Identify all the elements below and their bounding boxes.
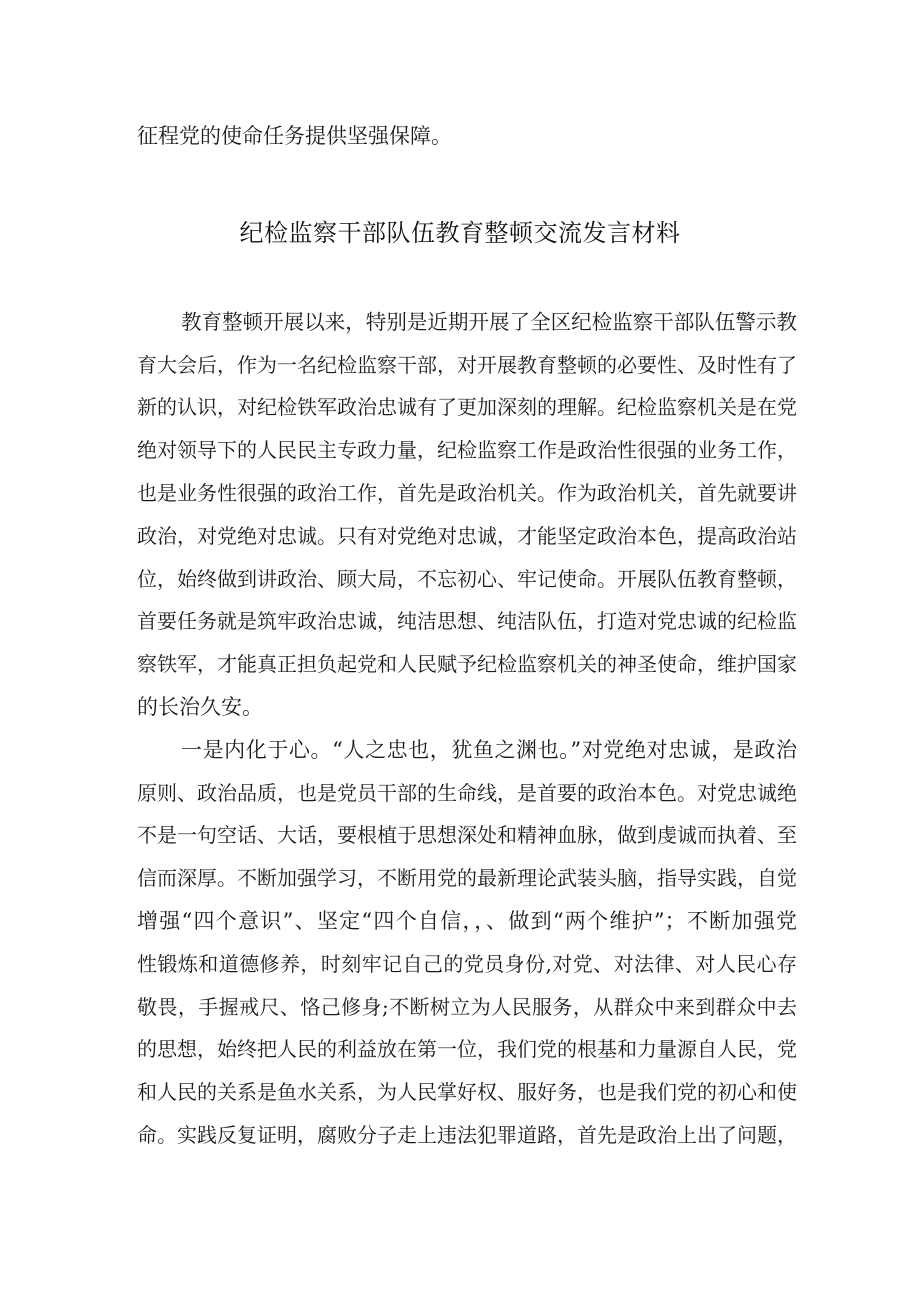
document-title: 纪检监察干部队伍教育整顿交流发言材料	[239, 219, 681, 247]
paragraph-line: 的长治久安。	[137, 695, 263, 719]
paragraph-line: 和人民的关系是鱼水关系，为人民掌好权、服好务，也是我们党的初心和使	[137, 1080, 797, 1104]
paragraph-line: 政治，对党绝对忠诚。只有对党绝对忠诚，才能坚定政治本色，提高政治站	[137, 524, 797, 548]
paragraph-line: 首要任务就是筑牢政治忠诚，纯洁思想、纯洁队伍，打造对党忠诚的纪检监	[137, 609, 797, 633]
paragraph-line: 敬畏，手握戒尺、恪己修身;不断树立为人民服务，从群众中来到群众中去	[137, 995, 797, 1019]
paragraph-line: 性锻炼和道德修养，时刻牢记自己的党员身份,对党、对法律、对人民心存	[137, 952, 797, 976]
paragraph-line: 也是业务性很强的政治工作，首先是政治机关。作为政治机关，首先就要讲	[137, 481, 797, 505]
paragraph-line: 位，始终做到讲政治、顾大局，不忘初心、牢记使命。开展队伍教育整顿，	[137, 567, 797, 591]
paragraph-line: 察铁军，才能真正担负起党和人民赋予纪检监察机关的神圣使命，维护国家	[137, 652, 797, 676]
carryover-line: 征程党的使命任务提供坚强保障。	[137, 124, 452, 148]
paragraph-line: 新的认识，对纪检铁军政治忠诚有了更加深刻的理解。纪检监察机关是在党	[137, 395, 797, 419]
paragraph-line: 一是内化于心。“人之忠也，犹鱼之渊也。”对党绝对忠诚，是政治	[181, 738, 797, 762]
paragraph-line: 不是一句空话、大话，要根植于思想深处和精神血脉，做到虔诚而执着、至	[137, 823, 797, 847]
paragraph-line: 命。实践反复证明，腐败分子走上违法犯罪道路，首先是政治上出了问题，	[137, 1123, 797, 1147]
paragraph-line: 教育整顿开展以来，特别是近期开展了全区纪检监察干部队伍警示教	[181, 310, 797, 334]
paragraph-line: 信而深厚。不断加强学习，不断用党的最新理论武装头脑，指导实践，自觉	[137, 866, 797, 890]
paragraph-line: 绝对领导下的人民民主专政力量，纪检监察工作是政治性很强的业务工作，	[137, 438, 797, 462]
paragraph-line: 增强“四个意识”、坚定“四个自信，，、做到“两个维护”；不断加强党	[137, 909, 797, 933]
paragraph-line: 原则、政治品质，也是党员干部的生命线，是首要的政治本色。对党忠诚绝	[137, 781, 797, 805]
paragraph-line: 的思想，始终把人民的利益放在第一位，我们党的根基和力量源自人民，党	[137, 1037, 797, 1061]
paragraph-line: 育大会后，作为一名纪检监察干部，对开展教育整顿的必要性、及时性有了	[137, 353, 797, 377]
